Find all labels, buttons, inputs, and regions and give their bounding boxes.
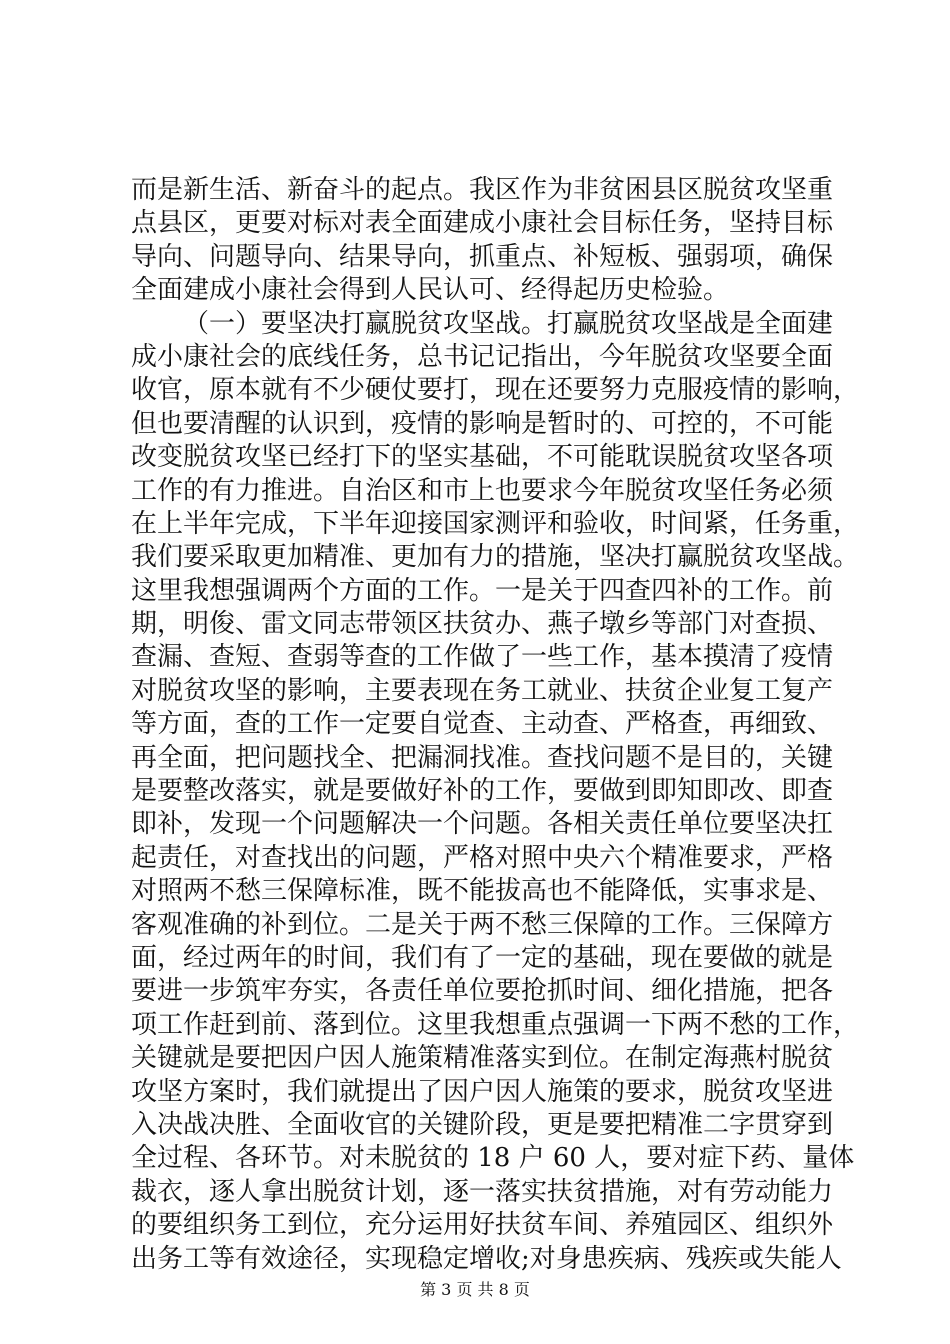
text-line: 但也要清醒的认识到，疫情的影响是暂时的、可控的，不可能 bbox=[131, 408, 834, 439]
text-line: 是要整改落实，就是要做好补的工作，要做到即知即改、即查 bbox=[131, 776, 834, 807]
text-line: 导向、问题导向、结果导向，抓重点、补短板、强弱项，确保 bbox=[131, 241, 834, 272]
text-line: 工作的有力推进。自治区和市上也要求今年脱贫攻坚任务必须 bbox=[131, 475, 834, 506]
text-line: 等方面，查的工作一定要自觉查、主动查、严格查，再细致、 bbox=[131, 709, 834, 740]
text-line: 再全面，把问题找全、把漏洞找准。查找问题不是目的，关键 bbox=[131, 742, 834, 773]
text-line: 攻坚方案时，我们就提出了因户因人施策的要求，脱贫攻坚进 bbox=[131, 1076, 834, 1107]
text-line: 面，经过两年的时间，我们有了一定的基础，现在要做的就是 bbox=[131, 942, 834, 973]
text-line: 起责任，对查找出的问题，严格对照中央六个精准要求，严格 bbox=[131, 842, 834, 873]
text-line: 改变脱贫攻坚已经打下的坚实基础，不可能耽误脱贫攻坚各项 bbox=[131, 442, 834, 473]
body-text bbox=[131, 174, 860, 1276]
text-line: 期，明俊、雷文同志带领区扶贫办、燕子墩乡等部门对查损、 bbox=[131, 609, 834, 640]
text-line: 入决战决胜、全面收官的关键阶段，更是要把精准二字贯穿到 bbox=[131, 1109, 834, 1140]
page-footer bbox=[0, 1280, 950, 1300]
text-line: 客观准确的补到位。二是关于两不愁三保障的工作。三保障方 bbox=[131, 909, 834, 940]
text-line: 全面建成小康社会得到人民认可、经得起历史检验。 bbox=[131, 275, 730, 306]
text-line: 即补，发现一个问题解决一个问题。各相关责任单位要坚决扛 bbox=[131, 809, 834, 840]
text-line: 而是新生活、新奋斗的起点。我区作为非贫困县区脱贫攻坚重 bbox=[131, 175, 834, 205]
paragraph-start-line: （一）要坚决打赢脱贫攻坚战。打赢脱贫攻坚战是全面建 bbox=[183, 308, 834, 339]
text-line: 查漏、查短、查弱等查的工作做了一些工作，基本摸清了疫情 bbox=[131, 642, 834, 673]
text-line: 在上半年完成，下半年迎接国家测评和验收，时间紧，任务重， bbox=[131, 508, 860, 539]
text-line: 成小康社会的底线任务，总书记记指出，今年脱贫攻坚要全面 bbox=[131, 341, 834, 372]
text-line: 出务工等有效途径，实现稳定增收;对身患疾病、残疾或失能人 bbox=[131, 1243, 842, 1274]
text-line: 的要组织务工到位，充分运用好扶贫车间、养殖园区、组织外 bbox=[131, 1210, 834, 1241]
text-line: 关键就是要把因户因人施策精准落实到位。在制定海燕村脱贫 bbox=[131, 1043, 834, 1074]
text-line: 对照两不愁三保障标准，既不能拔高也不能降低，实事求是、 bbox=[131, 876, 834, 907]
text-line: 对脱贫攻坚的影响，主要表现在务工就业、扶贫企业复工复产 bbox=[131, 675, 834, 706]
text-line: 裁衣，逐人拿出脱贫计划，逐一落实扶贫措施，对有劳动能力 bbox=[131, 1176, 834, 1207]
text-line: 我们要采取更加精准、更加有力的措施，坚决打赢脱贫攻坚战。 bbox=[131, 542, 860, 573]
text-line: 点县区，更要对标对表全面建成小康社会目标任务，坚持目标 bbox=[131, 208, 834, 239]
text-line: 要进一步筑牢夯实，各责任单位要抢抓时间、细化措施，把各 bbox=[131, 976, 834, 1007]
text-line: 这里我想强调两个方面的工作。一是关于四查四补的工作。前 bbox=[131, 575, 834, 606]
text-line: 项工作赶到前、落到位。这里我想重点强调一下两不愁的工作， bbox=[131, 1009, 860, 1040]
page-number: 第 3 页 共 8 页 bbox=[420, 1280, 530, 1299]
text-line: 收官，原本就有不少硬仗要打，现在还要努力克服疫情的影响， bbox=[131, 375, 860, 406]
text-line: 全过程、各环节。对未脱贫的 18 户 60 人，要对症下药、量体 bbox=[131, 1143, 855, 1174]
